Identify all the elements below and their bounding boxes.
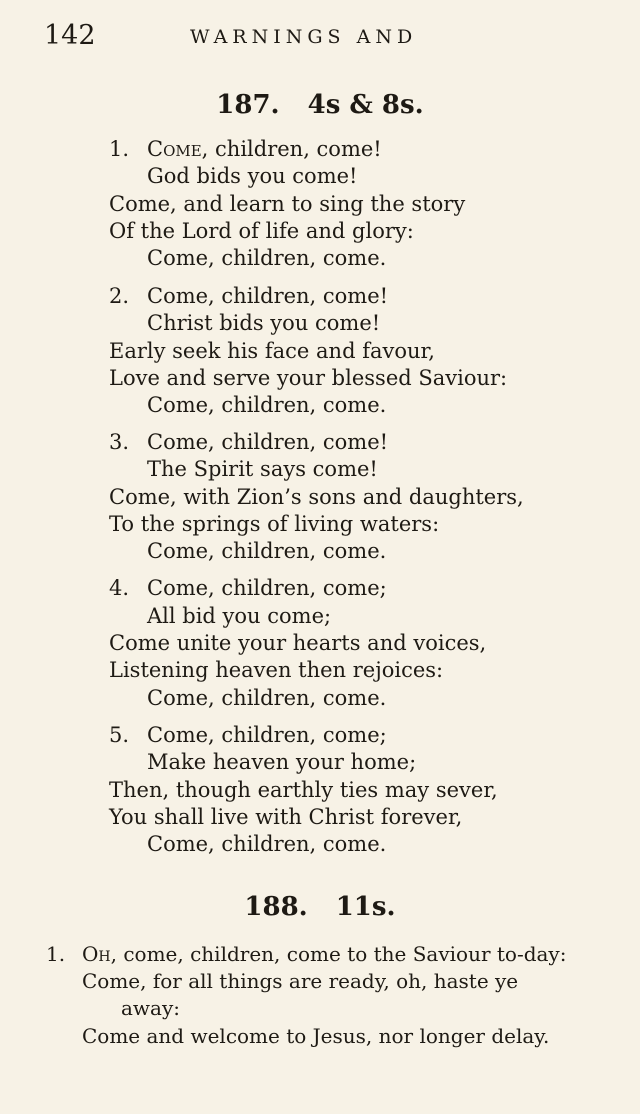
hymn-188-heading xyxy=(0,892,640,922)
stanza-number: 1. xyxy=(46,942,66,966)
stanza-line: Come, for all things are ready, oh, haste ye xyxy=(82,969,519,993)
stanza-line: You shall live with Christ forever, xyxy=(109,805,463,829)
hymn-meter: 11s. xyxy=(335,892,396,922)
stanza-line: Listening heaven then rejoices: xyxy=(109,658,444,682)
stanza-line: Of the Lord of life and glory: xyxy=(109,219,414,243)
stanza-line: Come, children, come. xyxy=(147,832,387,856)
stanza-line: Come unite your hearts and voices, xyxy=(109,631,487,655)
hymn-188-line-1 xyxy=(46,942,566,966)
stanza-line: All bid you come; xyxy=(147,604,332,628)
stanza-line: Come, and learn to sing the story xyxy=(109,192,466,216)
hymn-meter: 4s & 8s. xyxy=(307,90,424,120)
line-text: come, children, come to the Saviour to-day: xyxy=(116,942,567,966)
hymn-number: 188. xyxy=(244,892,308,922)
stanza-4-line-1 xyxy=(109,576,387,600)
stanza-line: Come, children, come. xyxy=(147,539,387,563)
drop-word: Come, xyxy=(147,137,209,161)
hymn-187-heading xyxy=(0,90,640,120)
stanza-line: To the springs of living waters: xyxy=(109,512,440,536)
stanza-number: 2. xyxy=(109,284,130,308)
stanza-1-line-1 xyxy=(109,137,382,161)
line-text: Come, children, come! xyxy=(147,430,389,454)
line-text: Come, children, come; xyxy=(147,723,387,747)
stanza-number: 1. xyxy=(109,137,130,161)
line-text: Come, children, come; xyxy=(147,576,387,600)
stanza-line: Come, with Zion’s sons and daughters, xyxy=(109,485,524,509)
stanza-line: Love and serve your blessed Saviour: xyxy=(109,366,508,390)
stanza-line: Come and welcome to Jesus, nor longer delay. xyxy=(82,1024,550,1048)
stanza-line: Come, children, come. xyxy=(147,393,387,417)
line-text: children, come! xyxy=(208,137,382,161)
stanza-line: away: xyxy=(121,996,181,1020)
stanza-2-line-1 xyxy=(109,284,388,308)
page-header xyxy=(44,20,600,54)
drop-word: Oh, xyxy=(82,942,117,966)
stanza-line: Come, children, come. xyxy=(147,686,387,710)
running-title: WARNINGS AND xyxy=(190,26,418,48)
stanza-3-line-1 xyxy=(109,430,388,454)
stanza-number: 3. xyxy=(109,430,130,454)
stanza-number: 5. xyxy=(109,723,130,747)
stanza-line: Make heaven your home; xyxy=(147,750,417,774)
line-text: Come, children, come! xyxy=(147,284,389,308)
stanza-5-line-1 xyxy=(109,723,387,747)
stanza-line: Early seek his face and favour, xyxy=(109,339,435,363)
stanza-line: Come, children, come. xyxy=(147,246,387,270)
stanza-line: The Spirit says come! xyxy=(147,457,378,481)
stanza-line: Christ bids you come! xyxy=(147,311,381,335)
stanza-line: Then, though earthly ties may sever, xyxy=(109,778,498,802)
stanza-line: God bids you come! xyxy=(147,164,358,188)
hymn-number: 187. xyxy=(216,90,280,120)
page-number: 142 xyxy=(44,20,96,51)
stanza-number: 4. xyxy=(109,576,130,600)
